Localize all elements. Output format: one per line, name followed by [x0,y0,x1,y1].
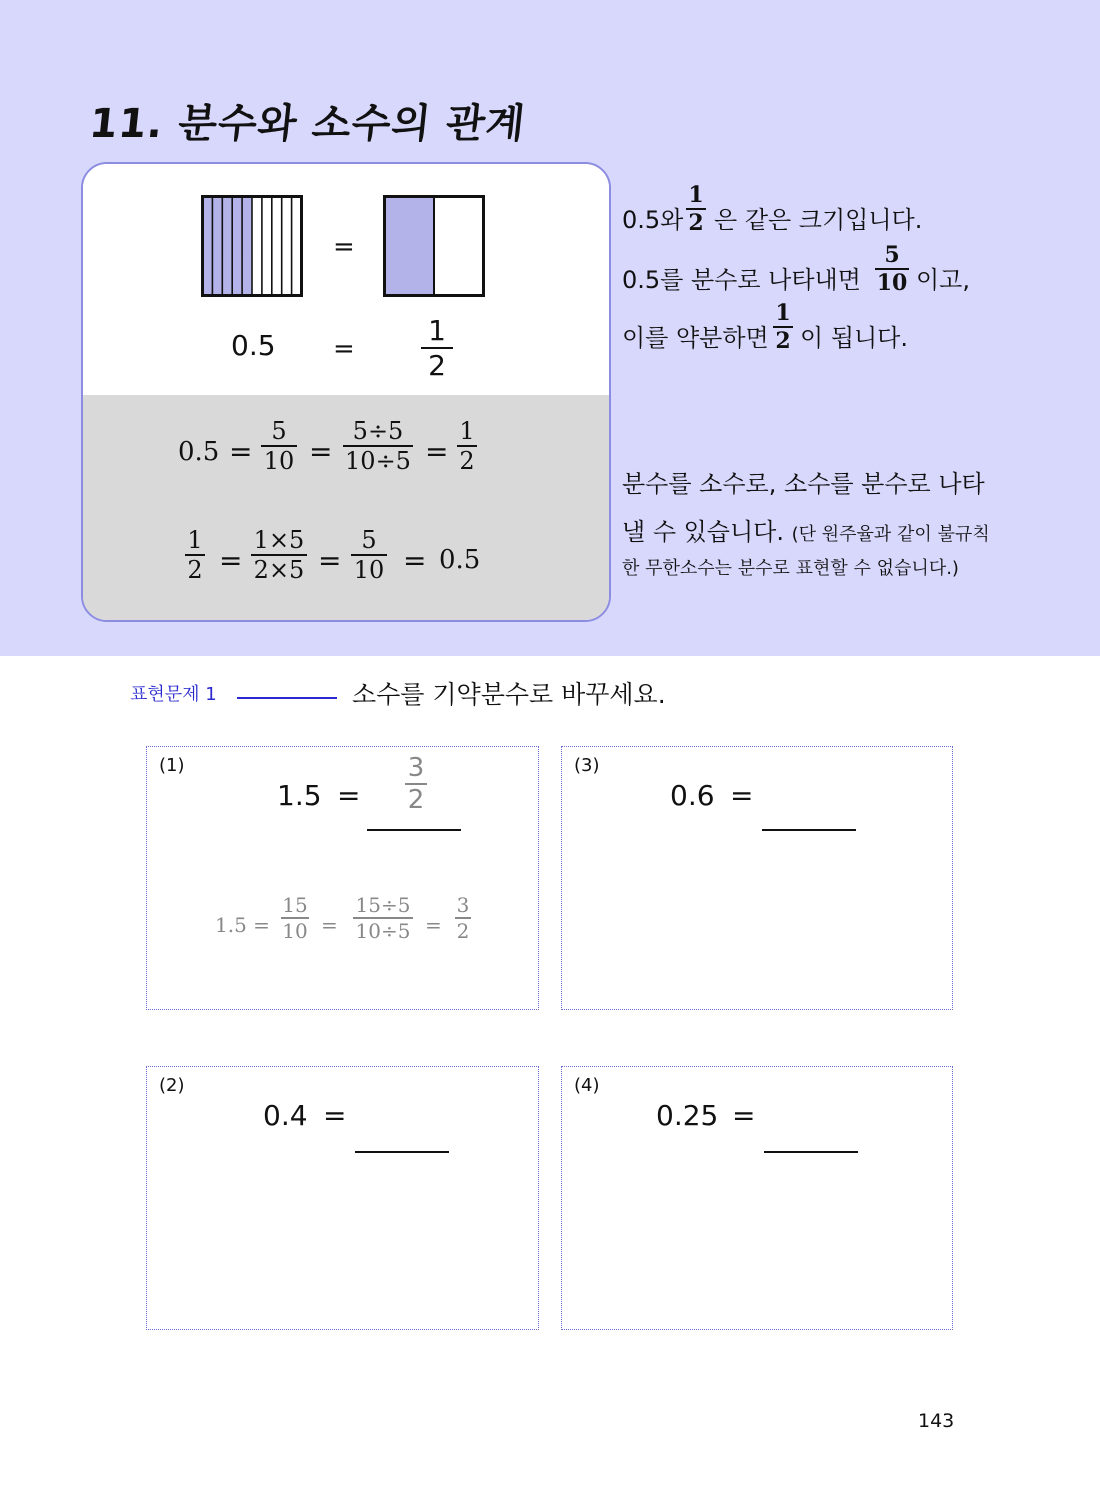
model-fraction: 1 2 [421,314,453,382]
exercise-4-decimal: 0.25 [656,1099,719,1132]
eq1-frac1: 5 10 [261,417,297,475]
exercise-instruction: 소수를 기약분수로 바꾸세요. [352,680,666,709]
explain-frac-2: 5 10 [876,242,908,296]
tenths-grid-shaded [203,197,253,296]
tenths-grid [201,195,303,297]
explain-frac-1: 1 2 [686,182,706,236]
halves-grid [383,195,485,297]
exercise-2-decimal: 0.4 [263,1099,308,1132]
explain-line-3: 이를 약분하면 [622,324,769,352]
eq1-frac3: 1 2 [457,417,477,475]
eq2-frac2: 1×5 2×5 [251,526,307,584]
exercise-box-4: (4) 0.25 = [561,1066,953,1330]
exercise-3-answer-line[interactable] [762,829,856,831]
model-card [81,162,611,622]
explain-frac-3: 1 2 [773,300,793,354]
explain-para2-line2: 낼 수 있습니다. (단 원주율과 같이 불규칙 [622,518,990,546]
card-top [83,164,609,395]
eq2-rhs: 0.5 [439,545,481,575]
work-1-lhs: 1.5 = [215,913,270,937]
exercise-2-answer-line[interactable] [355,1151,449,1153]
model-decimal: 0.5 [231,329,276,362]
exercise-4-answer-line[interactable] [764,1151,858,1153]
halves-grid-shaded [385,197,435,296]
explain-line-1: 0.5와 [622,206,684,234]
page-number: 143 [918,1410,955,1432]
work-1-frac2: 15÷5 10÷5 [353,893,413,943]
work-1-frac1: 15 10 [282,893,308,943]
exercise-box-2: (2) 0.4 = [146,1066,539,1330]
exercise-3-decimal: 0.6 [670,779,715,812]
exercise-box-1: (1) 1.5 = 3 2 1.5 = 15 10 = 15÷5 10÷5 = 3 2 [146,746,539,1010]
eq2-frac1: 1 2 [185,526,205,584]
exercise-box-3: (3) 0.6 = [561,746,953,1010]
strip-equals: = [333,232,355,262]
explain-para2-line1: 분수를 소수로, 소수를 분수로 나타 [622,470,985,498]
eq1-lhs: 0.5 [178,437,220,467]
work-1-frac3: 3 2 [456,893,470,943]
section-title: 11. 분수와 소수의 관계 [87,101,528,147]
exercise-1-decimal: 1.5 [277,779,322,812]
exercise-1-answer-line[interactable] [367,829,461,831]
explain-line-2: 0.5를 분수로 나타내면 [622,266,861,294]
exercise-label-rule [237,697,337,699]
explain-note: (단 원주율과 같이 불규칙 [791,524,990,545]
model-equals: = [333,334,355,364]
eq2-frac3: 5 10 [351,526,387,584]
explain-note-2: 한 무한소수는 분수로 표현할 수 없습니다.) [622,558,959,579]
exercise-1-answer: 3 2 [405,753,427,815]
exercise-label: 표현문제 1 [130,684,217,705]
card-bottom: 0.5 = 5 10 = 5÷5 10÷5 = 1 2 1 2 = 1×5 2×5 = 5 10 = 0.5 [83,395,609,620]
eq1-frac2: 5÷5 10÷5 [343,417,413,475]
